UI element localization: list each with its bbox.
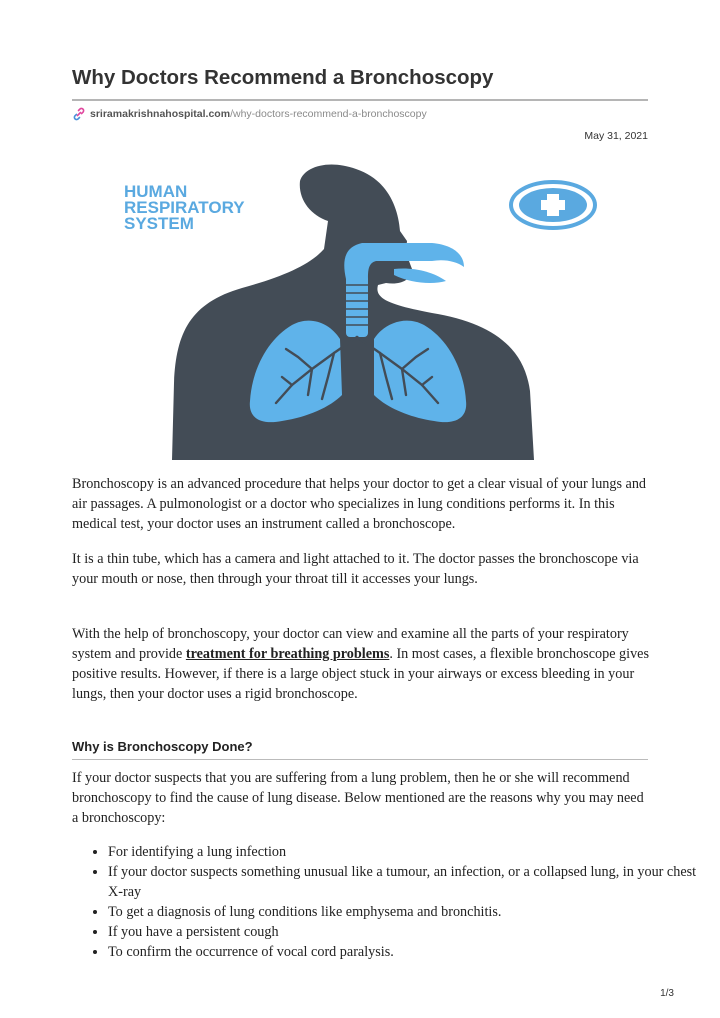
section-divider xyxy=(72,759,648,760)
label-line-1: HUMAN xyxy=(124,182,188,201)
hero-image xyxy=(72,163,648,460)
reasons-intro: If your doctor suspects that you are suffering from a lung problem, then he or she will recommend bronchoscopy to find the cause of lung disease. Below mentioned are the reasons why you may need a bronchoscopy: xyxy=(72,770,644,826)
medical-cross-icon xyxy=(511,182,595,228)
list-item: • For identifying a lung infection xyxy=(108,842,698,862)
label-line-2: RESPIRATORY xyxy=(124,198,245,217)
treatment-link[interactable]: treatment for breathing problems xyxy=(185,646,390,662)
title-divider xyxy=(72,99,648,101)
page-number: 1/3 xyxy=(660,988,674,999)
page-title: Why Doctors Recommend a Bronchoscopy xyxy=(72,66,494,89)
list-item: • If your doctor suspects something unusual like a tumour, an infection, or a collapsed lung, in your chest X-ray xyxy=(108,862,698,902)
link-icon xyxy=(72,107,86,121)
bronchoscope-description: It is a thin tube, which has a camera and light attached to it. The doctor passes the bronchoscope via your mouth or nose, then through your throat till it accesses your lungs. xyxy=(72,551,639,587)
respiratory-system-illustration xyxy=(72,163,648,460)
source-path[interactable]: /why-doctors-recommend-a-bronchoscopy xyxy=(230,108,427,120)
section-heading: Why is Bronchoscopy Done? xyxy=(72,739,253,754)
illustration-label xyxy=(124,182,245,233)
source-domain[interactable]: sriramakrishnahospital.com xyxy=(90,108,231,120)
reasons-list xyxy=(72,842,698,962)
paragraph-text: With the help of bronchoscopy, your doctor can view and examine all the parts of your respiratory system and provide xyxy=(72,626,629,662)
list-item: • To get a diagnosis of lung conditions like emphysema and bronchitis. xyxy=(108,902,698,922)
intro-paragraph: Bronchoscopy is an advanced procedure that helps your doctor to get a clear visual of your lungs and air passages. A pulmonologist or a doctor who specializes in lung conditions performs it. In this medical test, your doctor uses an instrument called a bronchoscope. xyxy=(72,476,647,532)
examination-paragraph xyxy=(72,624,652,704)
paragraph-text: . In most cases, a flexible bronchoscope gives positive results. However, if there is a large object stuck in your airways or excess bleeding in your lungs, then your doctor uses a rigid bronchoscope. xyxy=(72,646,649,702)
list-item: • If you have a persistent cough xyxy=(108,922,698,942)
label-line-3: SYSTEM xyxy=(124,214,194,233)
publish-date: May 31, 2021 xyxy=(584,130,648,142)
list-item: • To confirm the occurrence of vocal cord paralysis. xyxy=(108,942,698,962)
source-link[interactable] xyxy=(72,106,427,122)
